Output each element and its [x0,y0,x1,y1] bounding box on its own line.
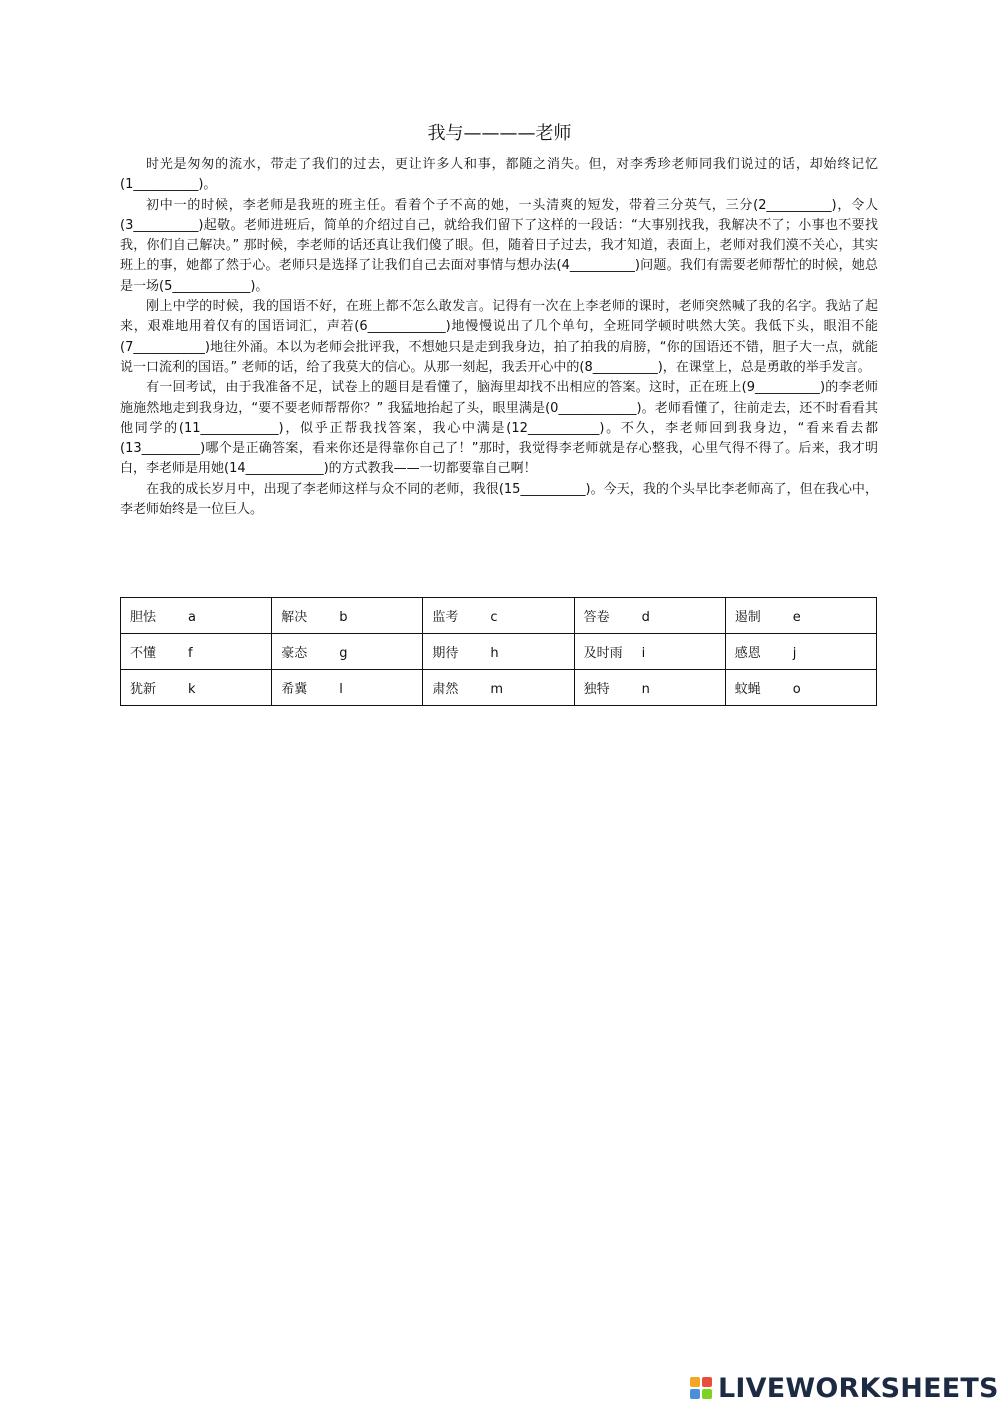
word: 答卷 [583,610,610,625]
word: 独特 [583,682,610,697]
word-letter: f [188,646,193,661]
word-letter: e [792,610,801,625]
brand-block [702,1389,712,1399]
word-bank-row [121,670,877,706]
word-letter: j [792,646,797,661]
word-bank-cell [574,634,725,670]
word-letter: b [339,610,348,625]
word-bank-cell [121,598,272,634]
paragraph-1: 时光是匆匆的流水，带走了我们的过去，更让许多人和事，都随之消失。但，对李秀珍老师同我们说过的话，却始终记忆(1__________)。 [120,157,878,193]
paragraph-5: 在我的成长岁月中，出现了李老师这样与众不同的老师，我很(15__________)。今天，我的个头早比李老师高了，但在我心中，李老师始终是一位巨人。 [120,481,878,518]
word-bank-cell [725,634,876,670]
word: 犹新 [130,682,157,697]
word: 豪态 [281,646,308,661]
word-letter: m [490,682,504,697]
word: 遏制 [734,610,761,625]
paragraph-2: 初中一的时候，李老师是我班的班主任。看着个子不高的她，一头清爽的短发，带着三分英气，三分(2__________)，令人(3__________)起敬。老师进班后，简单的介绍过自己，就给我们留下了这样的一段话：“大事别找我，我解决不了；小事也不要找我，你们自己解决。” 那时候，李老师的话还真让我们傻了眼。但，随着日子过去，我才知道，表面上，老师对我们漠不关心，其实班上的事，她都了然于心。老师只是选择了让我们自己去面对事情与想办法(4__________)问题。我们有需要老师帮忙的时候，她总是一场(5____________)。 [120,197,878,294]
word: 及时雨 [583,646,623,661]
word-letter: o [792,682,801,697]
brand-blocks-icon [690,1377,712,1399]
brand-block [690,1389,700,1399]
word-letter: h [490,646,499,661]
page-title: 我与————老师 [427,123,572,144]
word: 感恩 [734,646,761,661]
word-letter: d [641,610,650,625]
word-bank-cell [272,598,423,634]
word-bank-cell [272,634,423,670]
word: 肃然 [432,682,459,697]
word-bank-cell [272,670,423,706]
word: 希冀 [281,682,308,697]
brand-name: LIVEWORKSHEETS [718,1372,999,1404]
passage [120,155,878,520]
word-letter: i [641,646,646,661]
word-bank-cell [725,598,876,634]
word: 期待 [432,646,459,661]
paragraph-4: 有一回考试，由于我准备不足，试卷上的题目是看懂了，脑海里却找不出相应的答案。这时，正在班上(9__________)的李老师施施然地走到我身边，“要不要老师帮帮你？” 我猛地抬起了头，眼里满是(0____________)。老师看懂了，往前走去，还不时看看其他同学的(11____________)，似乎正帮我找答案，我心中满是(12___________)。不久，李老师回到我身边，“看来看去都(13_________)哪个是正确答案，看来你还是得靠你自己了！”那时，我觉得李老师就是存心整我，心里气得不得了。后来，我才明白，李老师是用她(14____________)的方式教我——一切都要靠自己啊！ [120,380,878,477]
word-bank-cell [574,670,725,706]
word: 不懂 [130,646,157,661]
word-letter: c [490,610,498,625]
word-letter: a [188,610,196,625]
word: 解决 [281,610,308,625]
word-bank-cell [121,670,272,706]
word-letter: n [641,682,650,697]
word-bank-table [120,597,877,706]
word-bank-cell [423,634,574,670]
brand-logo [690,1371,999,1405]
word-bank-row [121,634,877,670]
brand-block [690,1377,700,1387]
word: 胆怯 [130,610,157,625]
word-bank-cell [121,634,272,670]
word-bank-row [121,598,877,634]
word-letter: k [188,682,196,697]
paragraph-3: 刚上中学的时候，我的国语不好，在班上都不怎么敢发言。记得有一次在上李老师的课时，老师突然喊了我的名字。我站了起来，艰难地用着仅有的国语词汇，声若(6____________)地慢慢说出了几个单句，全班同学顿时哄然大笑。我低下头，眼泪不能(7___________)地往外涌。本以为老师会批评我，不想她只是走到我身边，拍了拍我的肩膀，“你的国语还不错，胆子大一点，就能说一口流利的国语。” 老师的话，给了我莫大的信心。从那一刻起，我丢开心中的(8__________)，在课堂上，总是勇敢的举手发言。 [120,299,878,375]
word-bank-cell [423,598,574,634]
brand-block [702,1377,712,1387]
word-bank-cell [725,670,876,706]
word: 蚊蝇 [734,682,761,697]
word: 监考 [432,610,459,625]
word-bank-cell [574,598,725,634]
word-letter: l [339,682,343,697]
word-letter: g [339,646,348,661]
word-bank-cell [423,670,574,706]
